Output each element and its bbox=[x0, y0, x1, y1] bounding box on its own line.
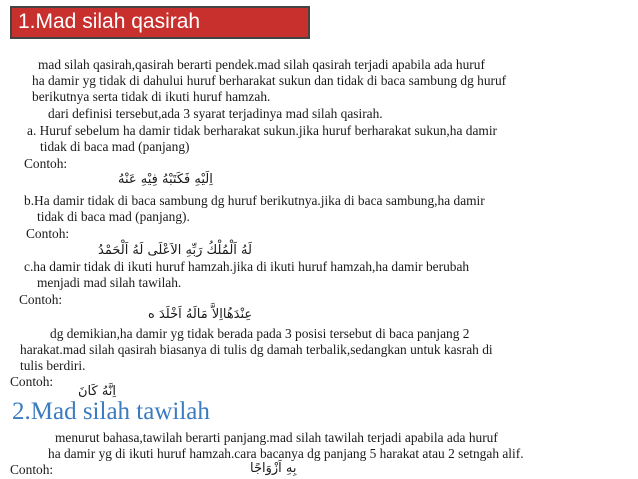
example-label: Contoh: bbox=[10, 374, 54, 389]
condition-a-line: a. Huruf sebelum ha damir tidak berharakat sukun.jika huruf berharakat sukun,ha damir bbox=[27, 123, 497, 138]
condition-c-line: menjadi mad silah tawilah. bbox=[37, 275, 182, 290]
section-2-title: 2.Mad silah tawilah bbox=[12, 398, 210, 425]
condition-b-line: b.Ha damir tidak di baca sambung dg huruf berikutnya.jika di baca sambung,ha damir bbox=[24, 193, 485, 208]
arabic-example-d: اِنَّهُ كَانَ bbox=[78, 384, 117, 399]
paragraph-line: ha damir yg di ikuti huruf hamzah.cara bacanya dg panjang 5 harakat atau 2 setngah alif. bbox=[48, 446, 524, 461]
paragraph-line: berikutnya serta tidak di ikuti huruf hamzah. bbox=[32, 89, 271, 104]
example-label: Contoh: bbox=[24, 156, 68, 171]
condition-c-line: c.ha damir tidak di ikuti huruf hamzah.jika di ikuti huruf hamzah,ha damir berubah bbox=[24, 259, 470, 274]
section-1-title: 1.Mad silah qasirah bbox=[18, 10, 201, 33]
example-label: Contoh: bbox=[19, 292, 63, 307]
example-label: Contoh: bbox=[26, 226, 70, 241]
arabic-example-b: لَهُ اَلْمُلْكُ رَبِّهِ الاَعْلَى لَهُ اَلْحَمْدُ bbox=[98, 243, 252, 258]
condition-a-line: tidak di baca mad (panjang) bbox=[40, 139, 190, 154]
paragraph-line: dari definisi tersebut,ada 3 syarat terjadinya mad silah qasirah. bbox=[48, 106, 383, 121]
arabic-example-a: اِلَيْهِ فَكَتَبْهُ فِيْهِ عَنْهُ bbox=[118, 172, 213, 187]
paragraph-line: ha damir yg tidak di dahului huruf berharakat sukun dan tidak di baca sambung dg huruf bbox=[32, 73, 507, 88]
arabic-example-c: عِنْدَهُااِلاَّ مَالَهُ اَخْلَدَ ه bbox=[148, 307, 253, 322]
summary-line: tulis berdiri. bbox=[20, 358, 86, 373]
condition-b-line: tidak di baca mad (panjang). bbox=[37, 209, 190, 224]
section-1-title-bar bbox=[10, 6, 310, 39]
summary-line: dg demikian,ha damir yg tidak berada pada 3 posisi tersebut di baca panjang 2 bbox=[50, 326, 470, 341]
summary-line: harakat.mad silah qasirah biasanya di tulis dg damah terbalik,sedangkan untuk kasrah di bbox=[20, 342, 493, 357]
paragraph-line: menurut bahasa,tawilah berarti panjang.mad silah tawilah terjadi apabila ada huruf bbox=[55, 430, 498, 445]
paragraph-line: mad silah qasirah,qasirah berarti pendek.mad silah qasirah terjadi apabila ada huruf bbox=[38, 57, 485, 72]
arabic-example-tawilah: بِهِ اَزْوَاجًا bbox=[250, 461, 297, 476]
example-label: Contoh: bbox=[10, 462, 54, 477]
